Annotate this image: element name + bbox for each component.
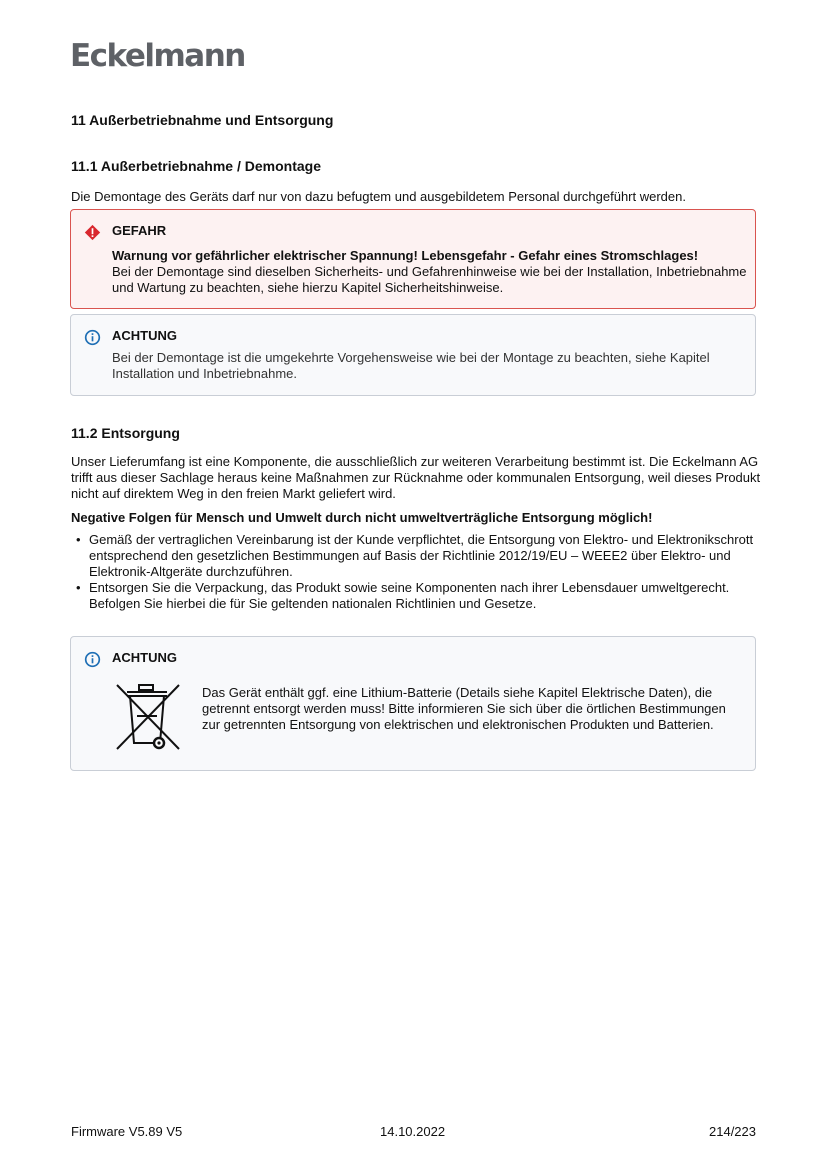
info-icon [84,651,101,668]
footer-firmware: Firmware V5.89 V5 [71,1124,183,1139]
danger-warning: Warnung vor gefährlicher elektrischer Spannung! Lebensgefahr - Gefahr eines Stromschlages! [112,248,699,263]
decommissioning-intro: Die Demontage des Geräts darf nur von dazu befugtem und ausgebildetem Personal durchgeführt werden. [71,189,686,204]
danger-box [70,209,756,309]
chapter-title: 11 Außerbetriebnahme und Entsorgung [71,112,334,128]
attention-box-demontage [70,314,756,396]
footer-date: 14.10.2022 [380,1124,446,1139]
danger-label: GEFAHR [112,223,167,238]
weee-crossed-bin-icon [115,683,183,753]
danger-text: Bei der Demontage sind dieselben Sicherheits- und Gefahrenhinweise wie bei der Installation, Inbetriebnahme und Wartung zu beachten, siehe hierzu Kapitel Sicherheitshinweise. [112,264,747,295]
disposal-intro: Unser Lieferumfang ist eine Komponente, die ausschließlich zur weiteren Verarbeitung bestimmt ist. Die Eckelmann AG trifft aus dieser Sachlage heraus keine Maßnahmen zur Rücknahme oder kommunalen Entsorgung, weil dieses Produkt nicht auf direktem Weg in den freien Markt geliefert wird. [71,454,761,501]
section-title-disposal: 11.2 Entsorgung [71,425,180,441]
list-item: • Gemäß der vertraglichen Vereinbarung ist der Kunde verpflichtet, die Entsorgung von Elektro- und Elektronikschrott entsprechend den gesetzlichen Bestimmungen auf Basis der Richtlinie 2012/19/EU – WEEE2 über Elektro- und Elektronik-Altgeräte durchzuführen. [71,532,761,580]
attention-box-battery [70,636,756,771]
danger-diamond-icon [84,224,101,241]
company-logo: Eckelmann [70,38,245,74]
section-title-decommissioning: 11.1 Außerbetriebnahme / Demontage [71,158,321,174]
list-item: • Entsorgen Sie die Verpackung, das Produkt sowie seine Komponenten nach ihrer Lebensdauer umweltgerecht. Befolgen Sie hierbei die für Sie geltenden nationalen Richtlinien und Gesetze. [71,580,761,612]
attention-text: Bei der Demontage ist die umgekehrte Vorgehensweise wie bei der Montage zu beachten, siehe Kapitel Installation und Inbetriebnahme. [112,350,710,381]
battery-text: Das Gerät enthält ggf. eine Lithium-Batterie (Details siehe Kapitel Elektrische Daten), die getrennt entsorgt werden muss! Bitte informieren Sie sich über die örtlichen Bestimmungen zur getrennten Entsorgung von elektrischen und elektronischen Produkten und Batterien. [202,685,726,732]
footer-page-number: 214/223 [709,1124,756,1139]
info-icon [84,329,101,346]
disposal-bullet-list [71,532,761,612]
disposal-warning: Negative Folgen für Mensch und Umwelt durch nicht umweltverträgliche Entsorgung möglich! [71,510,653,525]
attention-label: ACHTUNG [112,650,177,665]
attention-label: ACHTUNG [112,328,177,343]
